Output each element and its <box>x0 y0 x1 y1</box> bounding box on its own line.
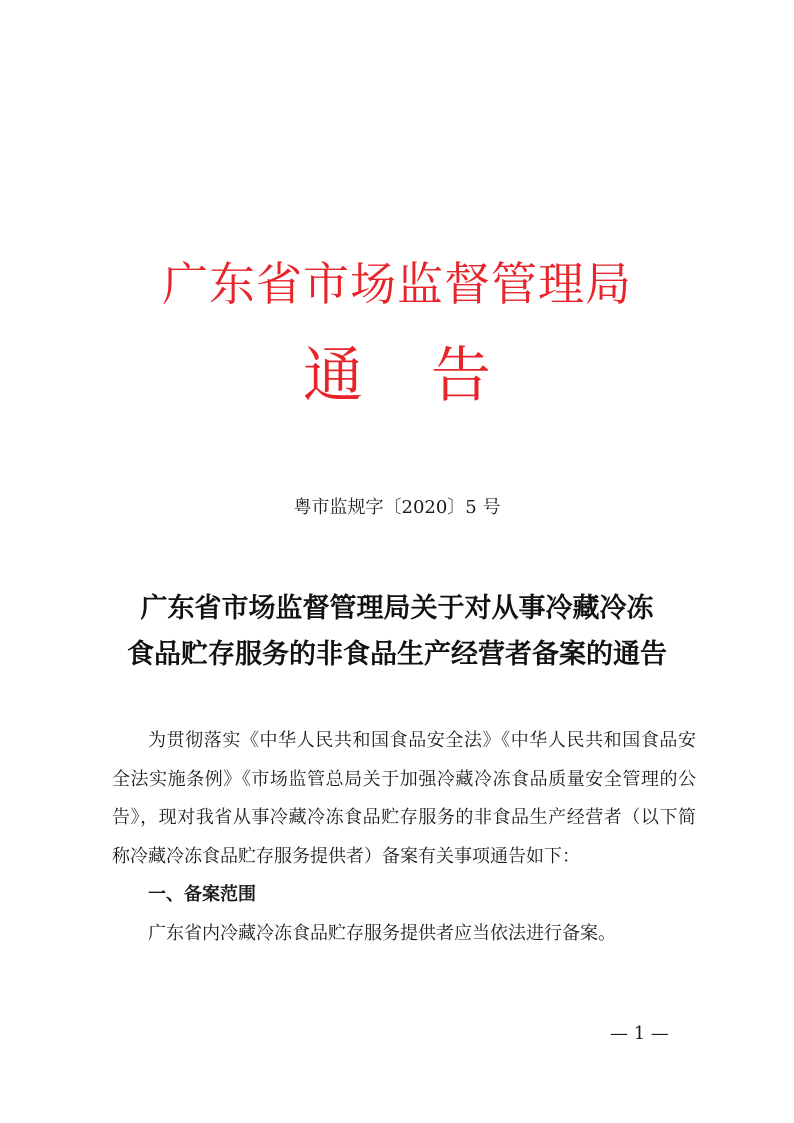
document-number: 粤市监规字〔2020〕5 号 <box>293 497 501 518</box>
issuer-header: 广东省市场监督管理局 <box>162 257 632 311</box>
page-number: — 1 — <box>610 1023 669 1044</box>
section-1-heading: 一、备案范围 <box>148 884 256 905</box>
intro-paragraph: 为贯彻落实《中华人民共和国食品安全法》《中华人民共和国食品安全法实施条例》《市场监管总局关于加强冷藏冷冻食品质量安全管理的公告》，现对我省从事冷藏冷冻食品贮存服务的非食品生产经营者（以下简称冷藏冷冻食品贮存服务提供者）备案有关事项通告如下： <box>112 730 696 867</box>
document-type-char-2: 告 <box>431 341 491 411</box>
section-1-text: 广东省内冷藏冷冻食品贮存服务提供者应当依法进行备案。 <box>148 922 616 944</box>
document-type-char-1: 通 <box>303 341 363 411</box>
document-type-heading <box>0 338 794 414</box>
title-line-2: 食品贮存服务的非食品生产经营者备案的通告 <box>127 639 667 670</box>
title-line-1: 广东省市场监督管理局关于对从事冷藏冷冻 <box>140 593 654 624</box>
document-body <box>112 722 696 953</box>
document-title <box>0 586 794 678</box>
